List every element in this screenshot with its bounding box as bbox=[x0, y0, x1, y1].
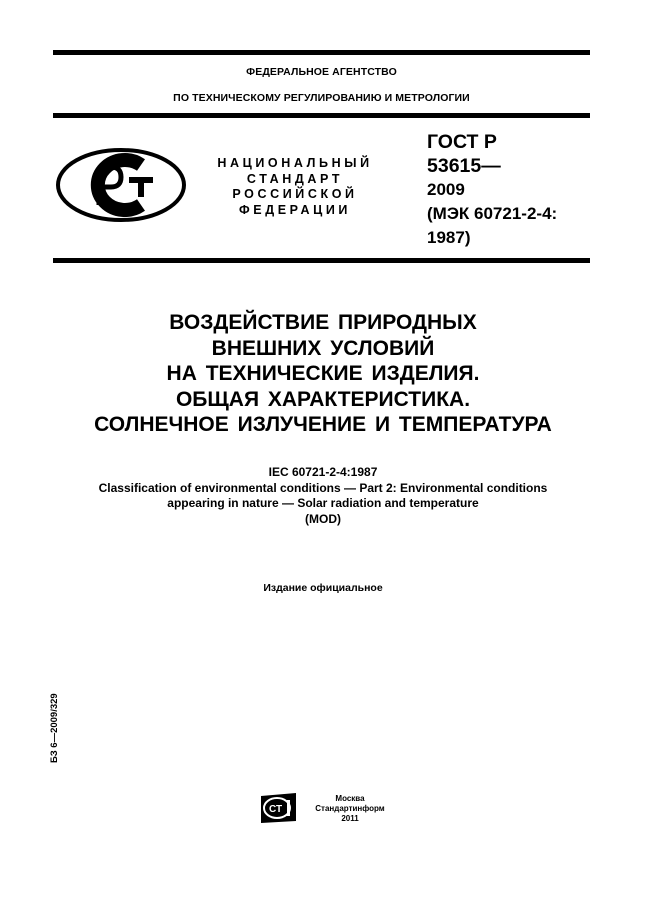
title-line: ВОЗДЕЙСТВИЕ ПРИРОДНЫХ bbox=[169, 311, 477, 334]
standartinform-logo-icon bbox=[260, 792, 298, 824]
publisher-city: Москва bbox=[335, 794, 365, 803]
designation-line: 1987) bbox=[427, 228, 471, 247]
title-line: НА ТЕХНИЧЕСКИЕ ИЗДЕЛИЯ. bbox=[166, 362, 480, 385]
designation-line: ГОСТ Р bbox=[427, 131, 497, 153]
iec-title-line: appearing in nature — Solar radiation and temperature bbox=[167, 496, 479, 510]
title-line: ВНЕШНИХ УСЛОВИЙ bbox=[211, 336, 435, 360]
iec-title-line: Classification of environmental conditions — Part 2: Environmental conditions bbox=[98, 480, 548, 495]
international-reference bbox=[40, 465, 606, 527]
iec-code: IEC 60721-2-4:1987 bbox=[268, 465, 378, 479]
iec-modification: (MOD) bbox=[305, 511, 341, 526]
side-code: БЗ 6—2009/329 bbox=[49, 693, 60, 763]
title-line: СОЛНЕЧНОЕ ИЗЛУЧЕНИЕ И ТЕМПЕРАТУРА bbox=[94, 413, 552, 436]
svg-text:СТ: СТ bbox=[269, 804, 283, 815]
agency-line-2: ПО ТЕХНИЧЕСКОМУ РЕГУЛИРОВАНИЮ И МЕТРОЛОГИИ bbox=[173, 92, 470, 104]
standard-designation bbox=[427, 130, 557, 250]
document-title bbox=[40, 310, 606, 438]
rst-logo-icon bbox=[55, 147, 187, 223]
publisher-name: Стандартинформ bbox=[315, 804, 385, 813]
designation-line: (МЭК 60721-2-4: bbox=[427, 204, 558, 223]
designation-rule bbox=[53, 258, 590, 263]
national-line: СТАНДАРТ bbox=[246, 171, 344, 186]
publisher-year: 2011 bbox=[341, 814, 359, 823]
publisher-text bbox=[302, 794, 398, 824]
top-rule bbox=[53, 50, 590, 55]
national-line: ФЕДЕРАЦИИ bbox=[238, 202, 351, 217]
edition-label: Издание официальное bbox=[263, 582, 383, 594]
designation-line: 2009 bbox=[427, 180, 465, 199]
agency-line-1: ФЕДЕРАЛЬНОЕ АГЕНТСТВО bbox=[246, 66, 397, 78]
title-line: ОБЩАЯ ХАРАКТЕРИСТИКА. bbox=[175, 387, 471, 411]
national-line: НАЦИОНАЛЬНЫЙ bbox=[217, 156, 373, 170]
national-standard-label bbox=[205, 156, 385, 218]
national-line: РОССИЙСКОЙ bbox=[232, 187, 358, 201]
publisher-block bbox=[260, 792, 400, 828]
header-rule bbox=[53, 113, 590, 118]
designation-line: 53615— bbox=[427, 155, 501, 177]
